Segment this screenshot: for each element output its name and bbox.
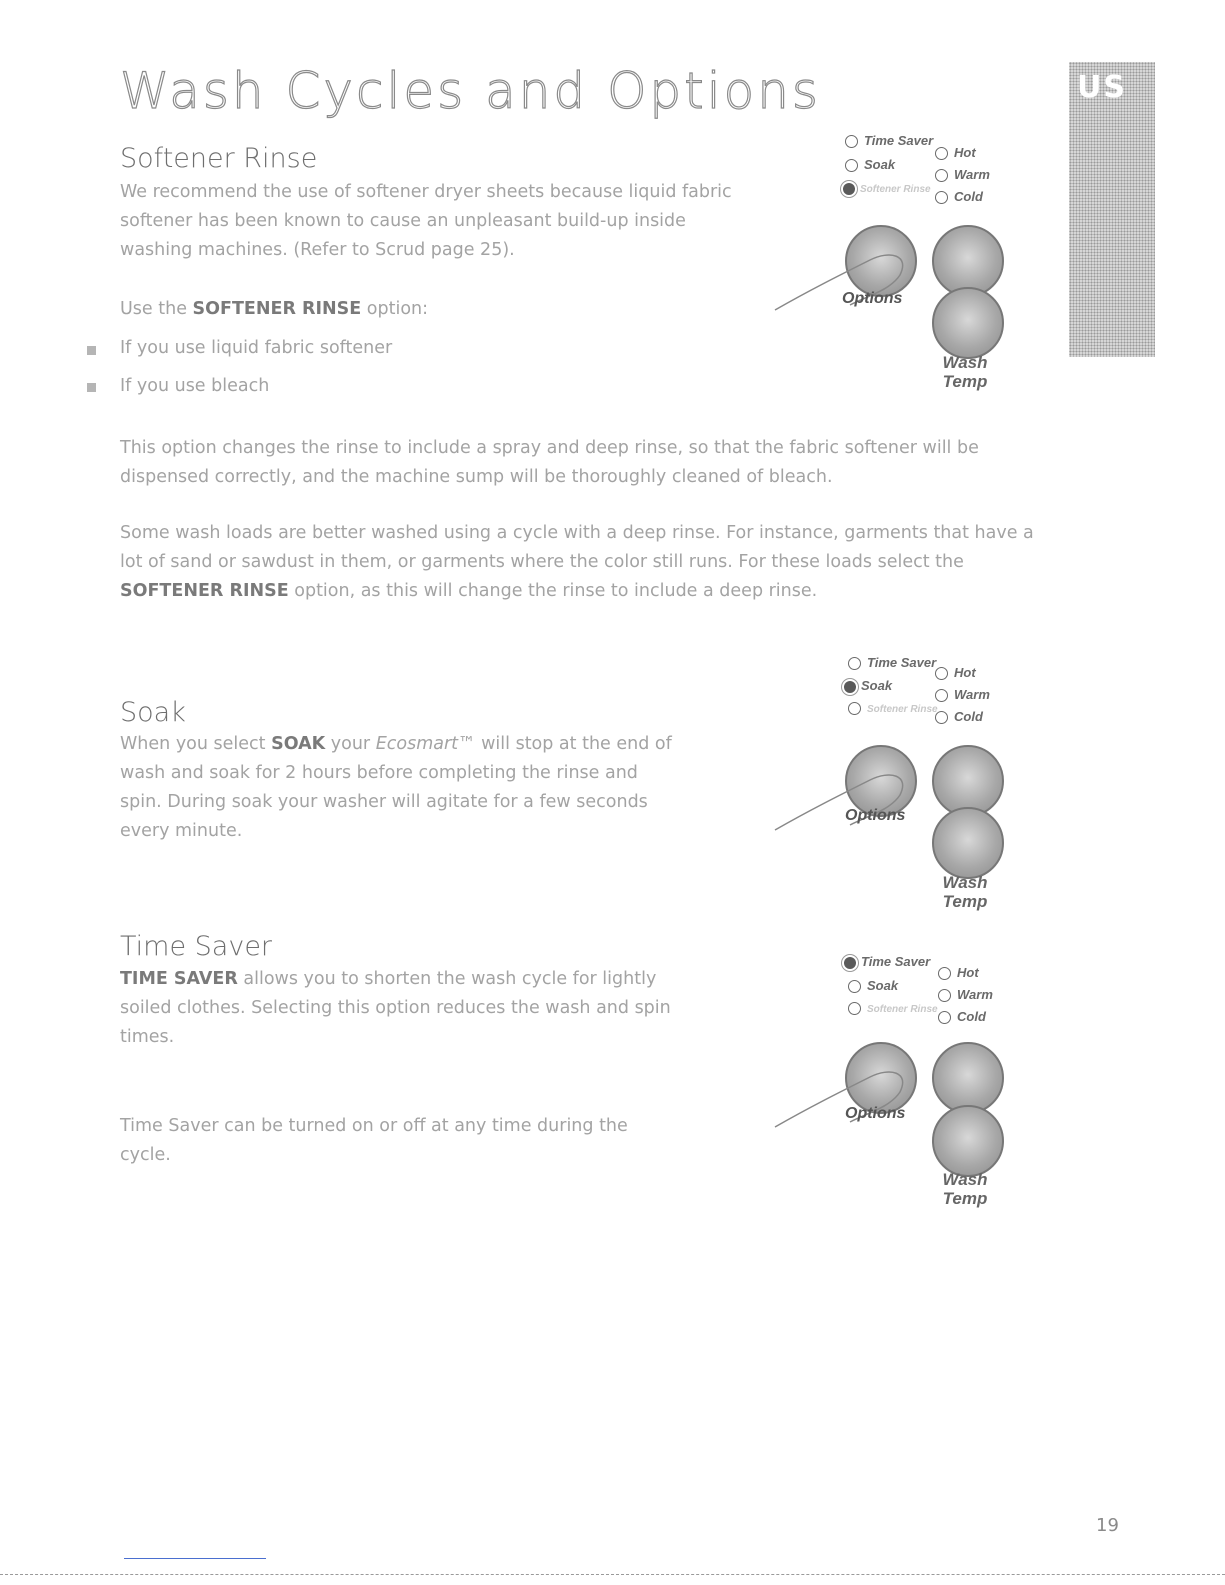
soak-text-a: When you select (120, 734, 272, 754)
lit-indicator-icon (844, 957, 856, 969)
wash-temp-label: Wash Temp (942, 1170, 988, 1208)
panel-soak-label: Soak (867, 978, 899, 993)
softener-use-line (120, 295, 428, 324)
page-title: Wash Cycles and Options (120, 62, 821, 120)
indicator-icon (935, 667, 948, 680)
wash-temp-label: Wash Temp (942, 353, 988, 391)
panel-softener-label: Softener Rinse (860, 184, 931, 195)
panel-softener-label: Softener Rinse (867, 1004, 938, 1015)
control-panel-soak (770, 655, 1000, 925)
bullet-icon (87, 383, 96, 392)
footer-link-underline (124, 1558, 266, 1559)
time-saver-text2: Time Saver can be turned on or off at any time during the cycle. (120, 1116, 628, 1165)
control-panel-softener (770, 135, 1000, 405)
indicator-icon (935, 689, 948, 702)
wash-temp-down-button[interactable] (932, 1105, 1004, 1177)
soak-heading: Soak (120, 697, 186, 728)
panel-softener-label: Softener Rinse (867, 704, 938, 715)
panel-time-saver-label: Time Saver (867, 655, 937, 670)
options-label: Options (842, 290, 903, 307)
panel-warm-label: Warm (954, 687, 990, 702)
soak-text (120, 730, 680, 846)
time-saver-text-a: allows you to shorten the wash cycle for lightly soiled clothes. Selecting this option reduces the wash and spin times. (120, 969, 671, 1047)
bullet-item-2: If you use bleach (120, 376, 270, 396)
indicator-icon (848, 980, 861, 993)
page-number: 19 (1096, 1515, 1119, 1536)
language-tab-label: US (1077, 70, 1127, 105)
panel-soak-label: Soak (864, 157, 896, 172)
soak-text-b: your (325, 734, 376, 754)
lit-indicator-icon (844, 681, 856, 693)
options-label: Options (845, 1105, 906, 1122)
indicator-icon (935, 711, 948, 724)
time-saver-heading: Time Saver (120, 931, 273, 962)
softener-para2: This option changes the rinse to include a spray and deep rinse, so that the fabric softener will be dispensed correctly, and the machine sump will be thoroughly cleaned of bleach. (120, 438, 979, 487)
panel-time-saver-label: Time Saver (861, 954, 931, 969)
lit-indicator-icon (843, 183, 855, 195)
indicator-icon (938, 989, 951, 1002)
options-label: Options (845, 807, 906, 824)
indicator-icon (935, 169, 948, 182)
time-saver-text (120, 965, 680, 1052)
pointing-finger-icon (770, 755, 920, 855)
wash-temp-label: Wash Temp (942, 873, 988, 911)
wash-temp-down-button[interactable] (932, 287, 1004, 359)
para3-bold: SOFTENER RINSE (120, 581, 289, 601)
soak-text-c: will stop at the end of wash and soak for 2 hours before completing the rinse and spin. During soak your washer will agitate for a few seconds every minute. (120, 734, 672, 841)
wash-temp-down-button[interactable] (932, 807, 1004, 879)
panel-soak-label: Soak (861, 678, 893, 693)
use-suffix: option: (361, 299, 429, 319)
indicator-icon (938, 967, 951, 980)
panel-cold-label: Cold (954, 189, 983, 204)
panel-warm-label: Warm (957, 987, 993, 1002)
pointing-finger-icon (770, 1052, 920, 1152)
panel-hot-label: Hot (957, 965, 979, 980)
indicator-icon (848, 657, 861, 670)
use-bold: SOFTENER RINSE (192, 299, 362, 319)
panel-warm-label: Warm (954, 167, 990, 182)
pointing-finger-icon (770, 235, 920, 335)
softener-para3 (120, 519, 1060, 606)
footer-divider (0, 1574, 1225, 1575)
control-panel-time-saver (770, 950, 1000, 1220)
time-saver-bold: TIME SAVER (120, 969, 238, 989)
softener-rinse-heading: Softener Rinse (120, 143, 318, 174)
indicator-icon (848, 702, 861, 715)
indicator-icon (845, 159, 858, 172)
indicator-icon (938, 1011, 951, 1024)
panel-cold-label: Cold (954, 709, 983, 724)
panel-hot-label: Hot (954, 145, 976, 160)
panel-hot-label: Hot (954, 665, 976, 680)
use-prefix: Use the (120, 299, 193, 319)
panel-time-saver-label: Time Saver (864, 133, 934, 148)
indicator-icon (935, 147, 948, 160)
ecosmart-brand: Ecosmart™ (375, 734, 476, 754)
bullet-item-1: If you use liquid fabric softener (120, 338, 393, 358)
panel-cold-label: Cold (957, 1009, 986, 1024)
para3-b: option, as this will change the rinse to include a deep rinse. (288, 581, 818, 601)
para3-a: Some wash loads are better washed using a cycle with a deep rinse. For instance, garments that have a lot of sand or sawdust in them, or garments where the color still runs. For these loads select the (120, 523, 1034, 572)
wash-temp-up-button[interactable] (932, 1042, 1004, 1114)
soak-bold: SOAK (271, 734, 326, 754)
indicator-icon (845, 135, 858, 148)
indicator-icon (848, 1002, 861, 1015)
indicator-icon (935, 191, 948, 204)
softener-intro: We recommend the use of softener dryer sheets because liquid fabric softener has been known to cause an unpleasant build-up inside washing machines. (Refer to Scrud page 25). (120, 182, 732, 260)
bullet-icon (87, 346, 96, 355)
language-tab (1069, 62, 1155, 357)
